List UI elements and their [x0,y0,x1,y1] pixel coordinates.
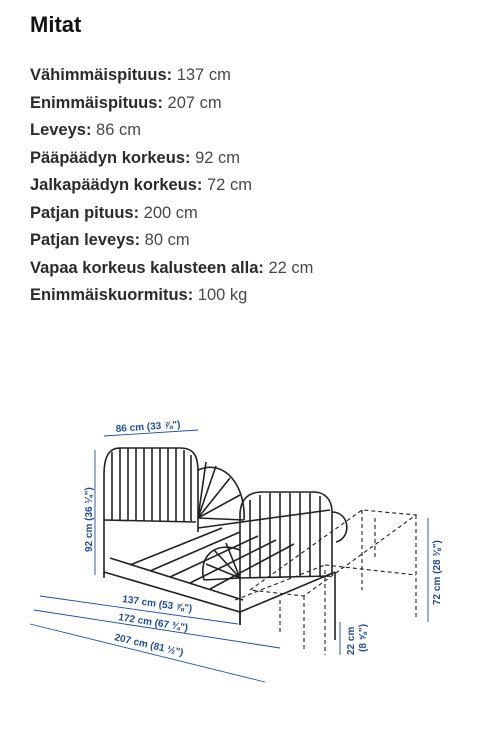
length-min-dimension-label: 137 cm (53 ⅞") [121,594,193,615]
spec-label: Vähimmäispituus: [30,66,173,84]
spec-value: 100 kg [193,286,248,304]
spec-value: 86 cm [91,121,141,139]
spec-headboard-height [30,145,313,173]
section-title: Mitat [30,12,82,37]
spec-label: Pääpäädyn korkeus: [30,148,191,167]
spec-label: Leveys: [30,121,92,139]
spec-mattress-length [30,200,313,228]
spec-value: 22 cm [263,258,314,277]
spec-value: 200 cm [139,203,198,222]
spec-value: 80 cm [140,231,190,249]
spec-max-load [30,282,313,310]
clearance-inch-label: (8 ⅝") [358,623,369,652]
length-max-dimension-label: 207 cm (81 ½") [113,632,185,659]
spec-label: Patjan leveys: [30,231,141,249]
spec-value: 207 cm [162,93,222,112]
extension-outline [235,510,416,655]
spec-value: 92 cm [190,148,241,167]
spec-max-length [30,90,313,118]
head-height-dimension-label: 92 cm (36 ¼") [84,487,95,552]
spec-value: 137 cm [172,66,231,84]
bed-dimension-diagram [0,400,480,700]
clearance-dimension-label: 22 cm [346,626,357,655]
spec-value: 72 cm [202,176,252,194]
spec-list [30,62,313,310]
spec-min-length [30,62,313,90]
spec-label: Patjan pituus: [30,203,140,222]
spec-label: Vapaa korkeus kalusteen alla: [30,258,264,277]
spec-mattress-width [30,227,313,255]
spec-width [30,117,313,145]
foot-height-dimension-label: 72 cm (28 ⅜") [432,540,443,605]
spec-clearance [30,255,313,283]
bed-frame [104,448,347,640]
spec-label: Enimmäispituus: [30,93,163,112]
length-mid-dimension-label: 172 cm (67 ¾") [117,612,189,634]
spec-footboard-height [30,172,313,200]
dimension-labels [84,420,443,659]
width-dimension-label: 86 cm (33 ⅞") [115,419,181,435]
spec-label: Enimmäiskuormitus: [30,286,194,304]
spec-label: Jalkapäädyn korkeus: [30,176,203,194]
